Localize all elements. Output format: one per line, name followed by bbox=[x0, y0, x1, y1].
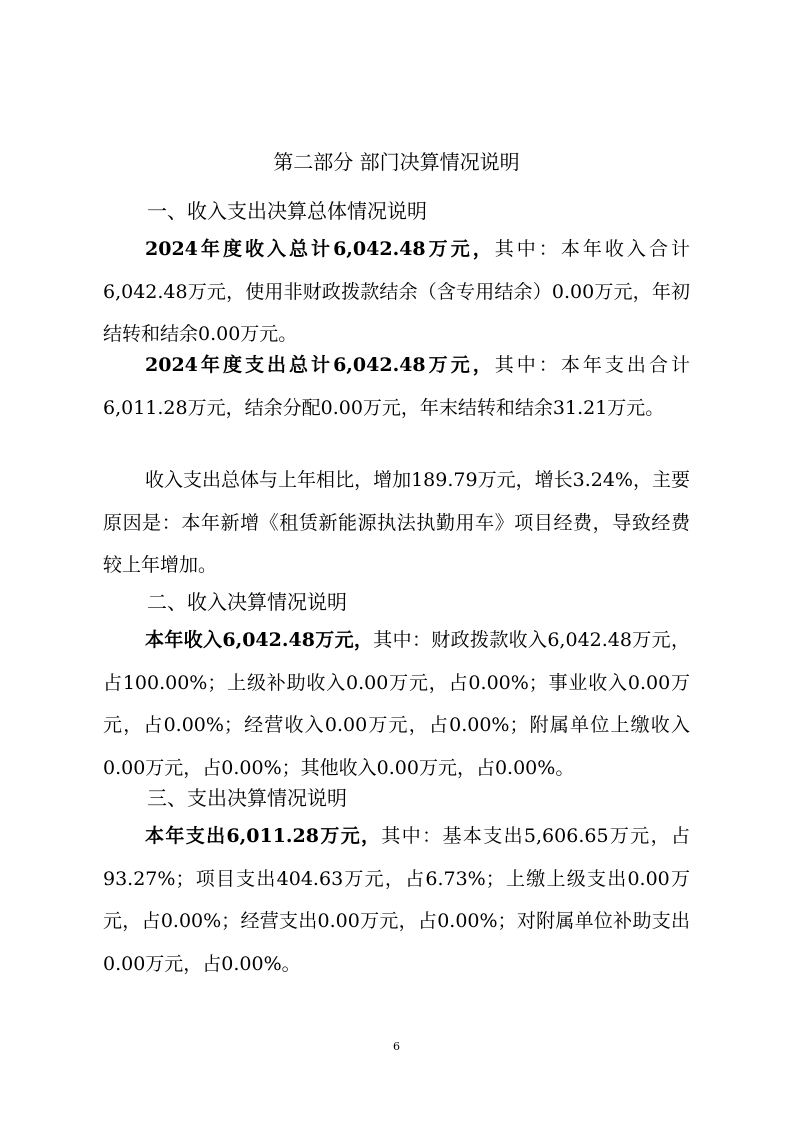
expenditure-summary: 本年支出6,011.28万元， bbox=[145, 825, 382, 847]
paragraph-total-income bbox=[103, 228, 690, 356]
section-heading-expenditure: 三、支出决算情况说明 bbox=[147, 786, 347, 810]
total-expenditure-summary: 2024年度支出总计6,042.48万元， bbox=[145, 354, 495, 376]
income-summary: 本年收入6,042.48万元， bbox=[145, 629, 374, 651]
paragraph-total-expenditure bbox=[103, 344, 690, 429]
page-title: 第二部分 部门决算情况说明 bbox=[273, 150, 520, 174]
paragraph-expenditure-breakdown bbox=[103, 815, 690, 986]
paragraph-year-over-year-comparison: 收入支出总体与上年相比，增加189.79万元，增长3.24%，主要原因是：本年新增《租赁新能源执法执勤用车》项目经费，导致经费较上年增加。 bbox=[103, 469, 690, 577]
total-expenditure-detail: 其中：本年支出合计6,011.28万元，结余分配0.00万元，年末结转和结余31.21万元。 bbox=[103, 354, 690, 419]
paragraph-income-breakdown bbox=[103, 619, 690, 790]
section-heading-income-expenditure-overview: 一、收入支出决算总体情况说明 bbox=[147, 199, 427, 223]
total-income-summary: 2024年度收入总计6,042.48万元， bbox=[145, 238, 495, 260]
total-income-detail: 其中：本年收入合计6,042.48万元，使用非财政拨款结余（含专用结余）0.00万元，年初结转和结余0.00万元。 bbox=[103, 238, 690, 346]
section-heading-income: 二、收入决算情况说明 bbox=[147, 590, 347, 614]
expenditure-breakdown-detail: 其中：基本支出5,606.65万元，占93.27%；项目支出404.63万元，占6.73%；上缴上级支出0.00万元，占0.00%；经营支出0.00万元，占0.00%；对附属单位补助支出0.00万元，占0.00%。 bbox=[103, 825, 690, 976]
page-number: 6 bbox=[393, 1040, 400, 1053]
income-breakdown-detail: 其中：财政拨款收入6,042.48万元，占100.00%；上级补助收入0.00万元，占0.00%；事业收入0.00万元，占0.00%；经营收入0.00万元，占0.00%；附属单位上缴收入0.00万元，占0.00%；其他收入0.00万元，占0.00%。 bbox=[103, 629, 690, 780]
